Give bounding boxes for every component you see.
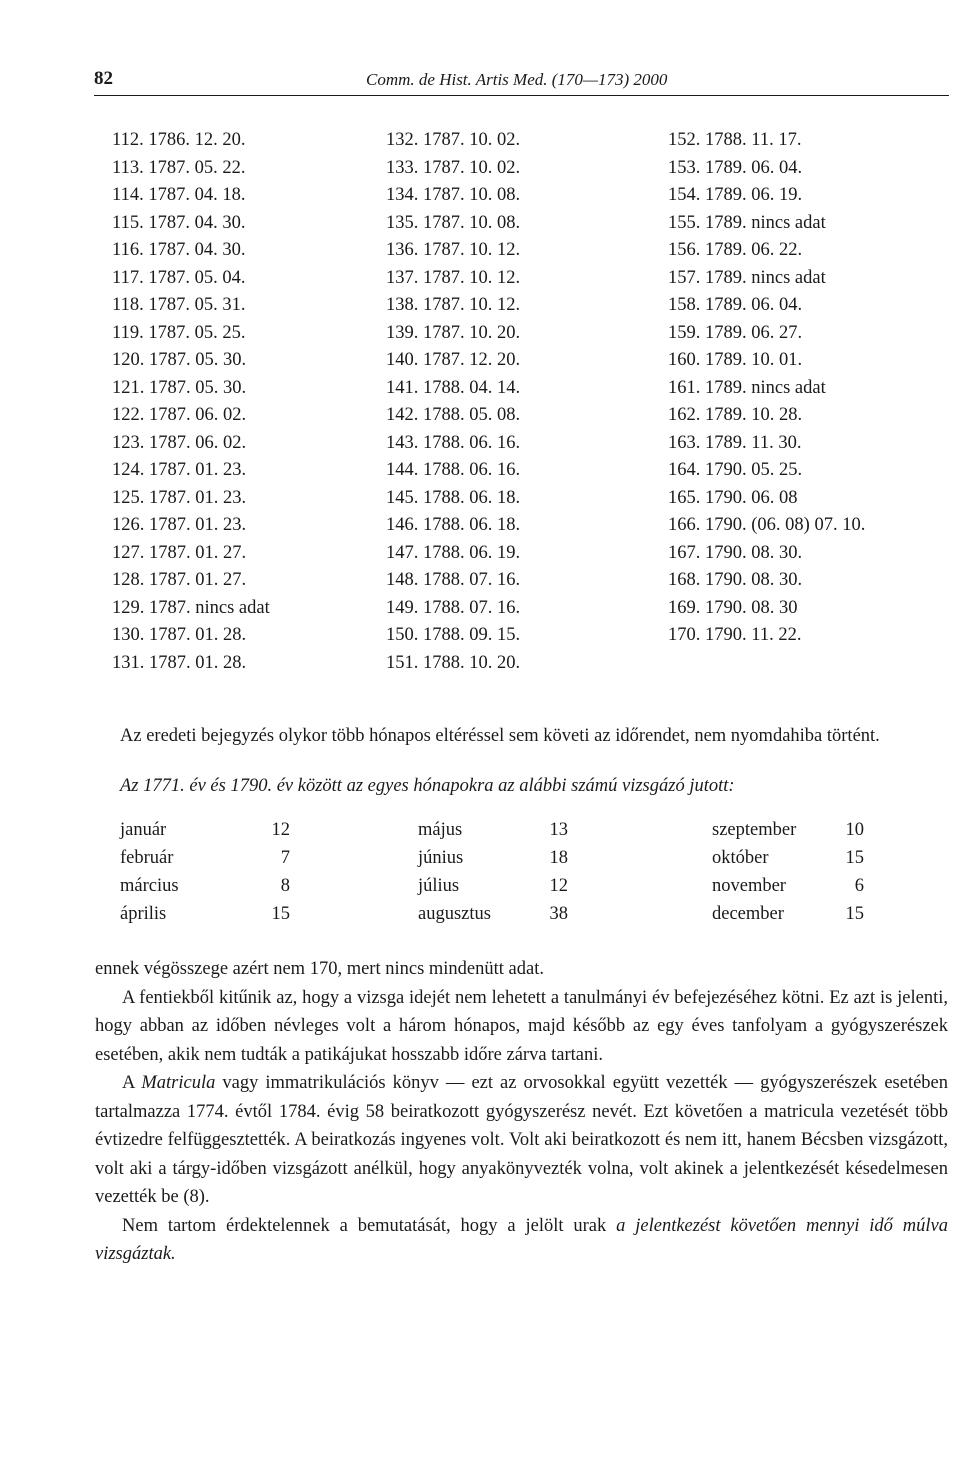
- month-count: 18: [549, 848, 568, 868]
- date-list-column: [668, 127, 865, 650]
- header-rule: [94, 95, 949, 96]
- month-name: április: [120, 904, 167, 924]
- running-title: Comm. de Hist. Artis Med. (170—173) 2000: [366, 70, 668, 89]
- month-count: 15: [271, 904, 290, 924]
- date-entry: 118. 1787. 05. 31.: [112, 295, 246, 315]
- date-entry: 112. 1786. 12. 20.: [112, 130, 246, 150]
- date-entry: 150. 1788. 09. 15.: [386, 625, 521, 645]
- date-entry: 160. 1789. 10. 01.: [668, 350, 803, 370]
- months-intro: Az 1771. év és 1790. év között az egyes hónapokra az alábbi számú vizsgázó jutott:: [120, 776, 735, 796]
- date-entry: 159. 1789. 06. 27.: [668, 322, 803, 343]
- date-entry: 126. 1787. 01. 23.: [112, 515, 247, 535]
- date-entry: 146. 1788. 06. 18.: [386, 515, 521, 535]
- date-entry: 153. 1789. 06. 04.: [668, 157, 803, 178]
- month-row: [712, 900, 864, 928]
- date-entry: 119. 1787. 05. 25.: [112, 322, 246, 343]
- paragraph-text: Nem tartom érdektelennek a bemutatását, hogy a jelölt urak: [122, 1215, 617, 1236]
- date-entry: 139. 1787. 10. 20.: [386, 322, 521, 343]
- month-count: 10: [845, 820, 864, 840]
- paragraph-matricula: [95, 1069, 948, 1212]
- date-entry: 157. 1789. nincs adat: [668, 267, 826, 288]
- date-entry: 167. 1790. 08. 30.: [668, 542, 803, 563]
- month-row: [120, 872, 290, 900]
- date-list-column: [386, 127, 520, 677]
- date-entry: 121. 1787. 05. 30.: [112, 377, 247, 398]
- month-column: [120, 816, 290, 928]
- date-entry: 115. 1787. 04. 30.: [112, 212, 246, 233]
- date-entry: 169. 1790. 08. 30: [668, 597, 798, 618]
- month-name: december: [712, 904, 784, 924]
- date-entry: 144. 1788. 06. 16.: [386, 460, 521, 480]
- body-text: [95, 955, 948, 1269]
- month-count: 38: [549, 904, 568, 924]
- page-header: [94, 68, 949, 96]
- month-column: [712, 816, 864, 928]
- date-entry: 151. 1788. 10. 20.: [386, 652, 521, 673]
- date-entry: 168. 1790. 08. 30.: [668, 570, 803, 590]
- date-entry: 128. 1787. 01. 27.: [112, 570, 247, 590]
- date-entry: 164. 1790. 05. 25.: [668, 460, 803, 480]
- month-row: [418, 872, 568, 900]
- month-row: [120, 816, 290, 844]
- month-row: [712, 872, 864, 900]
- date-entry: 113. 1787. 05. 22.: [112, 157, 246, 178]
- date-entry: 148. 1788. 07. 16.: [386, 570, 521, 590]
- month-row: [120, 844, 290, 872]
- month-column: [418, 816, 568, 928]
- date-entry: 166. 1790. (06. 08) 07. 10.: [668, 515, 866, 535]
- date-entry: 132. 1787. 10. 02.: [386, 130, 521, 150]
- month-count: 15: [845, 904, 864, 924]
- date-entry: 141. 1788. 04. 14.: [386, 377, 521, 398]
- date-entry: 155. 1789. nincs adat: [668, 212, 826, 233]
- paragraph-text: vagy immatrikulációs könyv — ezt az orvosokkal együtt vezették — gyógyszerészek esetében tartalmazza 1774. évtől 1784. évig 58 beiratkozott gyógyszerész nevét. Ezt követően a matricula vezetését több évtizedre felfüggesztették. A beiratkozás ingyenes volt. Volt aki beiratkozott és nem itt, hanem Bécsben vizsgázott, volt aki a tárgy-időben vizsgázott anélkül, hogy anyakönyvezték volna, volt akinek a jelentkezését késedelmesen vezették be (8).: [95, 1073, 949, 1207]
- month-count: 8: [280, 876, 290, 896]
- month-count: 7: [280, 848, 290, 868]
- date-entry: 136. 1787. 10. 12.: [386, 240, 521, 260]
- date-entry: 143. 1788. 06. 16.: [386, 432, 521, 453]
- date-entry: 165. 1790. 06. 08: [668, 487, 798, 508]
- month-name: október: [712, 848, 769, 868]
- month-name: január: [120, 820, 167, 840]
- date-entry: 142. 1788. 05. 08.: [386, 405, 521, 425]
- date-entry: 161. 1789. nincs adat: [668, 377, 826, 398]
- date-entry: 156. 1789. 06. 22.: [668, 240, 803, 260]
- month-row: [418, 816, 568, 844]
- date-entry: 152. 1788. 11. 17.: [668, 130, 802, 150]
- month-row: [120, 900, 290, 928]
- date-entry: 125. 1787. 01. 23.: [112, 487, 247, 508]
- date-entry: 131. 1787. 01. 28.: [112, 652, 247, 673]
- date-entry: 145. 1788. 06. 18.: [386, 487, 521, 508]
- date-entry: 130. 1787. 01. 28.: [112, 625, 247, 645]
- month-row: [418, 844, 568, 872]
- date-entry: 124. 1787. 01. 23.: [112, 460, 247, 480]
- date-entry: 120. 1787. 05. 30.: [112, 350, 247, 370]
- month-row: [712, 844, 864, 872]
- chronology-note: Az eredeti bejegyzés olykor több hónapos eltéréssel sem követi az időrendet, nem nyomdahiba történt.: [120, 725, 880, 746]
- date-entry: 133. 1787. 10. 02.: [386, 157, 521, 178]
- date-entry: 137. 1787. 10. 12.: [386, 267, 521, 288]
- date-entry: 162. 1789. 10. 28.: [668, 405, 803, 425]
- paragraph-conclusion: A fentiekből kitűnik az, hogy a vizsga idejét nem lehetett a tanulmányi év befejezéséhez kötni. Ez azt is jelenti, hogy abban az időben névleges volt a három hónapos, majd később az egy éves tanfolyam a gyógyszerészek esetében, akik nem tudták a patikájukat hosszabb időre zárva tartani.: [95, 987, 948, 1065]
- paragraph-text: A: [122, 1073, 142, 1093]
- month-name: június: [418, 848, 464, 868]
- month-name: augusztus: [418, 904, 491, 924]
- date-entry: 134. 1787. 10. 08.: [386, 185, 521, 205]
- paragraph-closing: [95, 1212, 948, 1269]
- month-row: [418, 900, 568, 928]
- date-entry: 138. 1787. 10. 12.: [386, 295, 521, 315]
- month-count: 13: [549, 820, 568, 840]
- month-row: [712, 816, 864, 844]
- month-count: 15: [845, 848, 864, 868]
- month-name: november: [712, 876, 786, 896]
- page-number: 82: [94, 68, 113, 89]
- date-entry: 122. 1787. 06. 02.: [112, 405, 247, 425]
- date-entry: 127. 1787. 01. 27.: [112, 542, 247, 563]
- date-entry: 158. 1789. 06. 04.: [668, 295, 803, 315]
- month-count: 12: [549, 876, 568, 896]
- matricula-term: Matricula: [141, 1073, 216, 1093]
- date-entry: 163. 1789. 11. 30.: [668, 432, 802, 453]
- paragraph-total: ennek végösszege azért nem 170, mert nincs mindenütt adat.: [95, 959, 544, 979]
- month-name: szeptember: [712, 820, 797, 840]
- date-entry: 135. 1787. 10. 08.: [386, 212, 521, 233]
- date-entry: 140. 1787. 12. 20.: [386, 350, 521, 370]
- date-list-column: [112, 127, 270, 677]
- date-entry: 149. 1788. 07. 16.: [386, 597, 521, 618]
- month-count: 12: [271, 820, 290, 840]
- date-entry: 123. 1787. 06. 02.: [112, 432, 247, 453]
- emphasis-text: a jelentkezést követően mennyi idő múlva vizsgáztak.: [95, 1215, 948, 1264]
- date-entry: 170. 1790. 11. 22.: [668, 625, 802, 645]
- date-entry: 154. 1789. 06. 19.: [668, 185, 803, 205]
- date-entry: 114. 1787. 04. 18.: [112, 185, 246, 205]
- date-entry: 117. 1787. 05. 04.: [112, 267, 246, 288]
- date-entry: 116. 1787. 04. 30.: [112, 240, 246, 260]
- month-name: július: [418, 876, 460, 896]
- month-name: május: [418, 820, 463, 840]
- month-name: március: [120, 876, 179, 896]
- month-name: február: [120, 848, 174, 868]
- date-entry: 129. 1787. nincs adat: [112, 597, 270, 618]
- month-count: 6: [854, 876, 864, 896]
- date-entry: 147. 1788. 06. 19.: [386, 542, 521, 563]
